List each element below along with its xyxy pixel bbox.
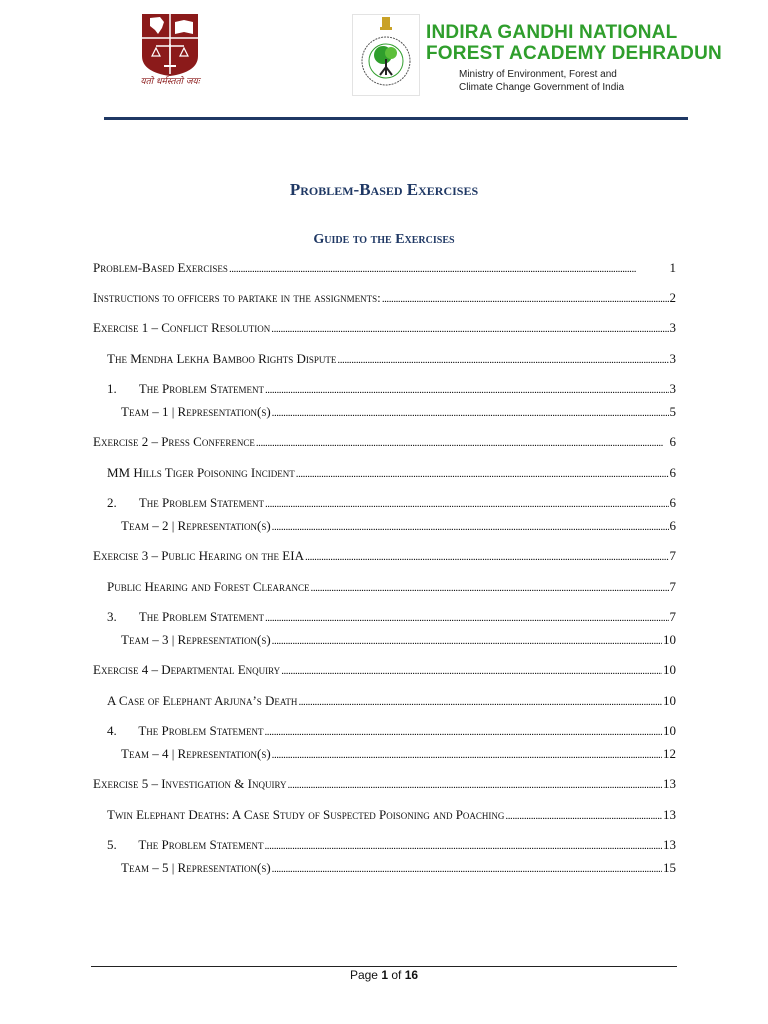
university-motto: यतो धर्मस्ततो जयः xyxy=(140,77,200,87)
toc-heading: Guide to the Exercises xyxy=(313,232,455,247)
toc-entry-label: Team – 2 | Representation(s) xyxy=(121,518,271,533)
toc-entry-page: 7 xyxy=(669,548,676,563)
toc-dot-leader xyxy=(265,723,663,739)
toc-entry-page: 12 xyxy=(663,746,676,761)
toc-entry-label: Instructions to officers to partake in the assignments: xyxy=(93,290,381,305)
toc-entry-page: 3 xyxy=(669,351,676,366)
emblem-icon xyxy=(353,15,419,95)
toc-dot-leader xyxy=(272,404,669,420)
toc-entry-label: The Mendha Lekha Bamboo Rights Dispute xyxy=(107,351,337,366)
toc-entry[interactable] xyxy=(121,746,676,764)
toc-entry-page: 2 xyxy=(669,290,676,305)
toc-entry[interactable] xyxy=(107,807,676,825)
toc-dot-leader xyxy=(272,632,662,648)
toc-entry[interactable] xyxy=(107,351,676,369)
toc-entry-label: Team – 5 | Representation(s) xyxy=(121,860,271,875)
toc-entry-page: 10 xyxy=(663,723,676,738)
toc-entry-label: Exercise 2 – Press Conference xyxy=(93,434,255,449)
toc-entry[interactable] xyxy=(107,381,676,399)
toc-entry-page: 3 xyxy=(669,381,676,396)
document-title: Problem-Based Exercises xyxy=(289,180,479,199)
toc-dot-leader xyxy=(265,381,669,397)
toc-dot-leader xyxy=(298,693,662,709)
academy-name-line2: FOREST ACADEMY DEHRADUN xyxy=(426,43,722,64)
toc-entry[interactable] xyxy=(107,495,676,513)
toc-dot-leader xyxy=(505,807,662,823)
toc-entry-label: Team – 4 | Representation(s) xyxy=(121,746,271,761)
toc-entry[interactable] xyxy=(107,693,676,711)
toc-entry-label: Twin Elephant Deaths: A Case Study of Suspected Poisoning and Poaching xyxy=(107,807,505,822)
toc-entry-label: The Problem Statement xyxy=(138,381,264,396)
toc-entry-page: 10 xyxy=(663,693,676,708)
toc-entry-label: The Problem Statement xyxy=(138,495,264,510)
toc-dot-leader xyxy=(265,495,669,511)
page-footer xyxy=(0,968,768,982)
toc-entry[interactable] xyxy=(107,837,676,855)
toc-entry[interactable] xyxy=(121,632,676,650)
toc-entry-page: 13 xyxy=(663,776,676,791)
toc-entry-page: 7 xyxy=(669,579,676,594)
toc-entry-page: 1 xyxy=(669,260,676,275)
toc-dot-leader xyxy=(311,579,669,595)
toc-entry-label: Team – 1 | Representation(s) xyxy=(121,404,271,419)
toc-entry[interactable] xyxy=(121,860,676,878)
ministry-line1: Ministry of Environment, Forest and xyxy=(459,69,617,80)
toc-entry[interactable] xyxy=(107,609,676,627)
toc-dot-leader xyxy=(271,320,668,336)
toc-entry[interactable] xyxy=(107,465,676,483)
academy-logo xyxy=(352,14,420,96)
footer-page-total: 16 xyxy=(404,968,419,982)
toc-entry-page: 6 xyxy=(669,465,676,480)
toc-entry-label: A Case of Elephant Arjuna’s Death xyxy=(107,693,298,708)
toc-dot-leader xyxy=(265,837,663,853)
toc-entry-page: 3 xyxy=(669,320,676,335)
toc-dot-leader xyxy=(265,609,669,625)
toc-entry-label: The Problem Statement xyxy=(138,837,264,852)
footer-page-current: 1 xyxy=(381,968,388,982)
toc-dot-leader xyxy=(272,746,662,762)
toc-entry[interactable] xyxy=(107,723,676,741)
toc-dot-leader xyxy=(256,434,669,450)
toc-entry-page: 5 xyxy=(669,404,676,419)
academy-name xyxy=(426,22,722,64)
toc-entry-number: 1. xyxy=(107,381,117,396)
ministry-name xyxy=(459,68,624,94)
toc-entry-label: The Problem Statement xyxy=(138,723,264,738)
toc-dot-leader xyxy=(382,290,669,306)
toc-entry-label: MM Hills Tiger Poisoning Incident xyxy=(107,465,295,480)
toc-entry-page: 6 xyxy=(669,434,676,449)
toc-entry[interactable] xyxy=(93,434,676,452)
toc-entry-label: Public Hearing and Forest Clearance xyxy=(107,579,310,594)
footer-page-word: Page xyxy=(349,968,378,982)
toc-entry-page: 13 xyxy=(663,807,676,822)
toc-entry-label: Exercise 4 – Departmental Enquiry xyxy=(93,662,281,677)
toc-entry-label: The Problem Statement xyxy=(138,609,264,624)
toc-entry-page: 15 xyxy=(663,860,676,875)
toc-entry-number: 5. xyxy=(107,837,117,852)
toc-dot-leader xyxy=(272,518,669,534)
toc-entry[interactable] xyxy=(121,518,676,536)
toc-entry[interactable] xyxy=(93,548,676,566)
toc-entry-page: 7 xyxy=(669,609,676,624)
toc-entry[interactable] xyxy=(93,260,676,278)
academy-name-line1: INDIRA GANDHI NATIONAL xyxy=(426,22,678,43)
toc-entry-number: 3. xyxy=(107,609,117,624)
footer-of-word: of xyxy=(391,968,402,982)
toc-dot-leader xyxy=(281,662,662,678)
toc-dot-leader xyxy=(229,260,669,276)
toc-entry-label: Team – 3 | Representation(s) xyxy=(121,632,271,647)
toc-entry-label: Exercise 5 – Investigation & Inquiry xyxy=(93,776,287,791)
toc-entry-page: 10 xyxy=(663,662,676,677)
toc-dot-leader xyxy=(337,351,668,367)
toc-entry[interactable] xyxy=(93,320,676,338)
toc-entry-number: 2. xyxy=(107,495,117,510)
toc-entry-page: 10 xyxy=(663,632,676,647)
toc-dot-leader xyxy=(305,548,669,564)
toc-entry[interactable] xyxy=(121,404,676,422)
ministry-line2: Climate Change Government of India xyxy=(459,82,625,93)
toc-dot-leader xyxy=(272,860,662,876)
toc-entry-page: 6 xyxy=(669,495,676,510)
toc-dot-leader xyxy=(287,776,662,792)
toc-entry-label: Problem-Based Exercises xyxy=(93,260,228,275)
page-header xyxy=(0,0,768,125)
toc-entry-label: Exercise 1 – Conflict Resolution xyxy=(93,320,271,335)
header-divider xyxy=(104,117,688,120)
toc-entry[interactable] xyxy=(93,662,676,680)
toc-entry[interactable] xyxy=(93,776,676,794)
toc-entry[interactable] xyxy=(93,290,676,308)
toc-entry-page: 6 xyxy=(669,518,676,533)
toc-entry[interactable] xyxy=(107,579,676,597)
toc-entry-page: 13 xyxy=(663,837,676,852)
toc-dot-leader xyxy=(296,465,669,481)
toc-entry-number: 4. xyxy=(107,723,117,738)
toc-entry-label: Exercise 3 – Public Hearing on the EIA xyxy=(93,548,304,563)
footer-divider xyxy=(91,966,677,967)
